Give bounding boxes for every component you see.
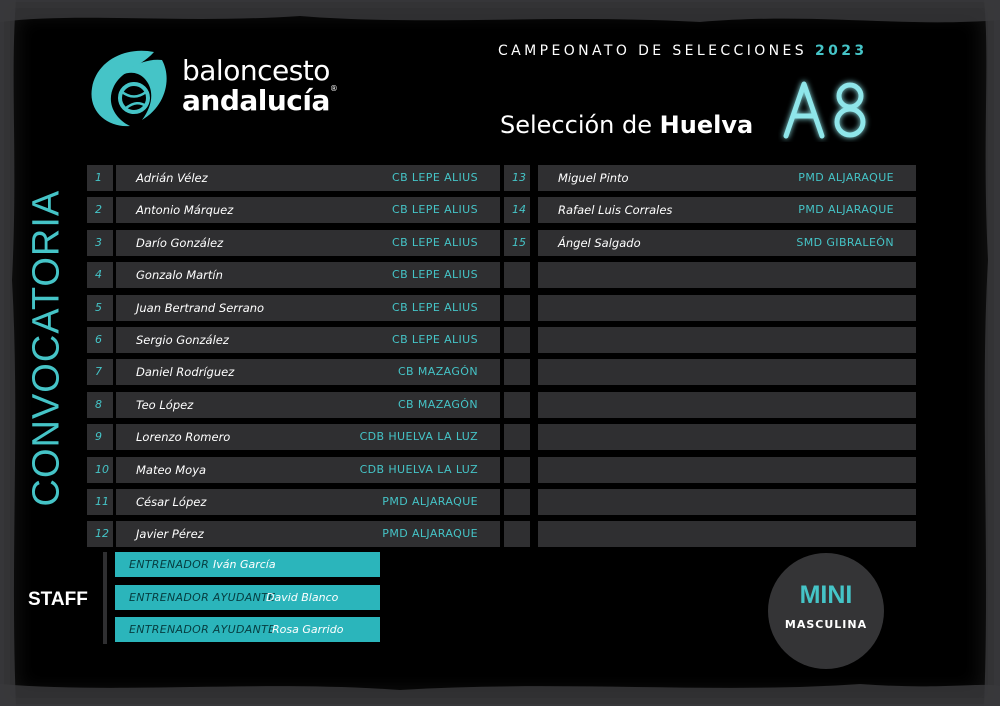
player-bar [538, 392, 916, 418]
player-name: Antonio Márquez [136, 203, 234, 218]
player-club: CB LEPE ALIUS [391, 268, 478, 282]
player-number [504, 457, 530, 483]
player-name: Teo López [136, 397, 194, 412]
player-club: PMD ALJARAQUE [798, 171, 894, 184]
staff-name: Iván García [213, 558, 276, 571]
logo-text-andalucia: andalucía® [182, 84, 338, 117]
player-bar [538, 165, 916, 191]
player-number [504, 295, 530, 321]
player-bar [538, 262, 916, 288]
player-club: SMD GIBRALEÓN [796, 235, 894, 249]
staff-row [115, 552, 380, 577]
logo-text-baloncesto: baloncesto [182, 54, 330, 87]
player-bar [538, 295, 916, 321]
player-name: Adrián Vélez [136, 171, 208, 185]
staff-name: Rosa Garrido [272, 623, 344, 636]
player-bar [116, 197, 500, 223]
player-number: 5 [87, 295, 113, 321]
staff-row [115, 585, 380, 610]
player-name: Mateo Moya [136, 462, 207, 477]
player-club: CB MAZAGÓN [397, 397, 478, 411]
player-bar [116, 262, 500, 288]
player-bar [116, 392, 500, 418]
staff-label: STAFF [28, 589, 88, 610]
player-club: PMD ALJARAQUE [382, 495, 478, 508]
player-bar [538, 489, 916, 515]
player-number: 11 [87, 489, 113, 515]
player-number: 3 [87, 230, 113, 256]
player-bar [116, 457, 500, 483]
player-bar [116, 424, 500, 450]
championship-title [498, 43, 868, 59]
staff-role: ENTRENADOR AYUDANTE [129, 623, 276, 636]
player-bar [116, 165, 500, 191]
staff-row [115, 617, 380, 642]
team-title-prefix: Selección de [500, 111, 653, 139]
player-bar [116, 489, 500, 515]
player-name: Javier Pérez [136, 527, 204, 542]
player-number: 2 [87, 197, 113, 223]
player-club: PMD ALJARAQUE [382, 527, 478, 541]
team-title-place: Huelva [659, 111, 754, 139]
staff-divider [103, 552, 107, 644]
player-number [504, 424, 530, 450]
player-number: 1 [87, 165, 113, 191]
category-subtitle: MASCULINA [784, 618, 868, 631]
player-number [504, 327, 530, 353]
player-bar [116, 295, 500, 321]
player-number: 4 [87, 262, 113, 288]
player-number [504, 262, 530, 288]
player-bar [116, 521, 500, 547]
player-name: Miguel Pinto [558, 171, 629, 185]
player-bar [538, 327, 916, 353]
player-bar [538, 230, 916, 256]
player-bar [538, 197, 916, 223]
player-club: CDB HUELVA LA LUZ [359, 430, 478, 444]
player-number: 6 [87, 327, 113, 353]
player-number: 8 [87, 392, 113, 418]
team-title [500, 111, 753, 139]
player-bar [538, 457, 916, 483]
baloncesto-andalucia-logo [84, 44, 344, 134]
player-name: César López [136, 495, 207, 509]
staff-role: ENTRENADOR [129, 558, 210, 571]
championship-year: 2023 [814, 43, 868, 59]
player-bar [116, 359, 500, 385]
player-club: CB LEPE ALIUS [391, 300, 478, 314]
player-club: CB MAZAGÓN [397, 365, 478, 379]
category-badge [768, 553, 884, 669]
player-name: Juan Bertrand Serrano [136, 300, 265, 315]
player-club: CB LEPE ALIUS [391, 171, 478, 184]
player-name: Ángel Salgado [558, 235, 641, 250]
player-club: CB LEPE ALIUS [391, 203, 478, 217]
player-number: 10 [87, 457, 113, 483]
player-number: 13 [504, 165, 530, 191]
player-name: Gonzalo Martín [136, 268, 223, 283]
player-bar [538, 521, 916, 547]
basketball-swirl-icon [84, 44, 176, 130]
player-number: 14 [504, 197, 530, 223]
staff-role: ENTRENADOR AYUDANTE [129, 591, 276, 604]
convocatoria-vertical-title: CONVOCATORIA [25, 189, 68, 507]
a8-logo-icon [778, 76, 878, 142]
player-club: CDB HUELVA LA LUZ [359, 462, 478, 476]
player-bar [538, 424, 916, 450]
player-bar [116, 230, 500, 256]
player-club: PMD ALJARAQUE [798, 203, 894, 217]
staff-name: David Blanco [266, 591, 339, 604]
player-name: Daniel Rodríguez [136, 365, 235, 380]
player-name: Sergio González [136, 333, 229, 347]
registered-mark: ® [329, 84, 338, 93]
player-number [504, 521, 530, 547]
player-bar [538, 359, 916, 385]
player-name: Lorenzo Romero [136, 430, 231, 445]
player-bar [116, 327, 500, 353]
player-number [504, 359, 530, 385]
championship-name: CAMPEONATO DE SELECCIONES [498, 43, 808, 59]
player-name: Rafael Luis Corrales [558, 203, 673, 218]
player-club: CB LEPE ALIUS [391, 235, 478, 249]
player-number [504, 392, 530, 418]
category-title: MINI [799, 581, 853, 609]
player-number [504, 489, 530, 515]
player-number: 12 [87, 521, 113, 547]
player-number: 15 [504, 230, 530, 256]
player-club: CB LEPE ALIUS [391, 333, 478, 346]
player-number: 7 [87, 359, 113, 385]
player-number: 9 [87, 424, 113, 450]
player-name: Darío González [136, 235, 224, 250]
